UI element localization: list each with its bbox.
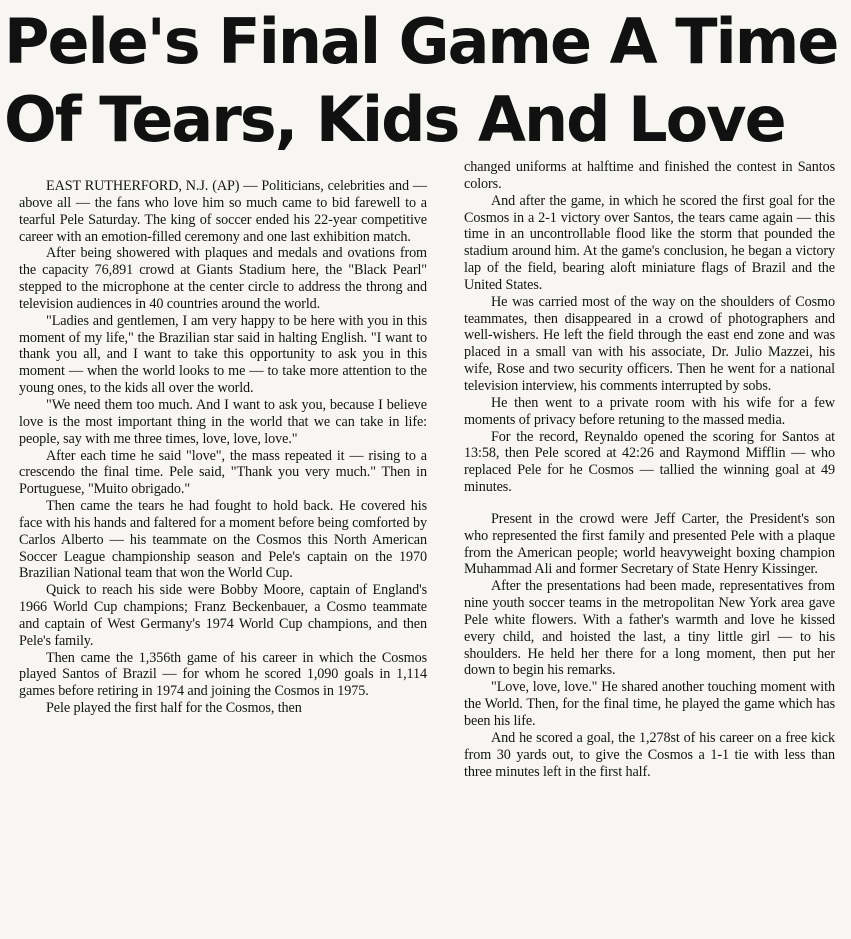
paragraph: And he scored a goal, the 1,278st of his career on a free kick from 30 yards out, to give the Cosmos a 1-1 tie with less than three minutes left in the first half. xyxy=(464,729,835,780)
paragraph-continued: changed uniforms at halftime and finished the contest in Santos colors. xyxy=(464,159,835,192)
paragraph: "We need them too much. And I want to ask you, because I believe love is the most important thing in the world that we can take in life: people, say with me three times, love, love, love." xyxy=(19,396,427,447)
paragraph: Pele played the first half for the Cosmos, then xyxy=(46,700,302,717)
paragraph: Present in the crowd were Jeff Carter, the President's son who represented the first family and presented Pele with a plaque from the American people; world heavyweight boxing champion Muhammad Ali and former Secretary of State Henry Kissinger. xyxy=(464,510,835,578)
paragraph: "Love, love, love." He shared another touching moment with the World. Then, for the final time, he played the game which has been his life. xyxy=(464,679,835,729)
article-column-right xyxy=(464,159,835,780)
paragraph: He then went to a private room with his wife for a few moments of privacy before retuning to the massed media. xyxy=(464,394,835,428)
paragraph: Then came the tears he had fought to hold back. He covered his face with his hands and faltered for a moment before being comforted by Carlos Alberto — his teammate on the Cosmos this North American Soccer League championship season and Pele's captain on the 1970 Brazilian National team that won the World Cup. xyxy=(19,498,427,582)
paragraph: EAST RUTHERFORD, N.J. (AP) — Politicians, celebrities and — above all — the fans who love him so much came to bid farewell to a tearful Pele Saturday. The king of soccer ended his 22-year competitive career with an emotion-filled ceremony and one last exhibition match. xyxy=(19,178,427,245)
paragraph: After the presentations had been made, representatives from nine youth soccer teams in the metropolitan New York area gave Pele white flowers. With a father's warmth and love he kissed every child, and hoisted the last, a tiny little girl — to his shoulders. He held her there for a long moment, then put her down to begin his remarks. xyxy=(464,578,835,679)
paragraph: After each time he said "love", the mass repeated it — rising to a crescendo the final time. Pele said, "Thank you very much." Then in Portuguese, "Muito obrigado." xyxy=(19,447,427,498)
headline xyxy=(4,0,847,162)
paragraph: For the record, Reynaldo opened the scoring for Santos at 13:58, then Pele scored at 42:26 and Raymond Mifflin — who replaced Pele for he Cosmos — tallied the winning goal at 49 minutes. xyxy=(464,428,835,496)
paragraph: Quick to reach his side were Bobby Moore, captain of England's 1966 World Cup champions; Franz Beckenbauer, a Cosmo teammate and captain of West Germany's 1974 World Cup champions, and then Pele's family. xyxy=(19,582,427,649)
paragraph: "Ladies and gentlemen, I am very happy to be here with you in this moment of my life," the Brazilian star said in halting English. "I want to thank you all, and I want to take this opportunity to ask you in this moment — when the world looks to me — to take more attention to the young ones, to the kids all over the world. xyxy=(19,312,427,397)
article-column-left xyxy=(19,178,427,717)
headline-line-2: Of Tears, Kids And Love xyxy=(4,83,785,156)
headline-line-1: Pele's Final Game A Time xyxy=(4,5,838,78)
paragraph: He was carried most of the way on the shoulders of Cosmo teammates, then disappeared in a crowd of photographers and well-wishers. He left the field through the east end zone and was placed in a small van with his associate, Dr. Julio Mazzei, his wife, Rose and two security officers. Then he went for a national television interview, his comments interrupted by sobs. xyxy=(464,293,835,394)
paragraph: Then came the 1,356th game of his career in which the Cosmos played Santos of Brazil — for whom he scored 1,090 goals in 1,114 games before retiring in 1974 and joining the Cosmos in 1975. xyxy=(19,649,427,700)
paragraph: And after the game, in which he scored the first goal for the Cosmos in a 2-1 victory over Santos, the tears came again — this time in an uncontrollable flood like the storm that pounded the stadium around him. At the game's conclusion, he began a victory lap of the field, bearing aloft miniature flags of Brazil and the United States. xyxy=(464,192,835,293)
paragraph: After being showered with plaques and medals and ovations from the capacity 76,891 crowd at Giants Stadium here, the "Black Pearl" stepped to the microphone at the center circle to address the throng and television audiences in 40 countries around the world. xyxy=(19,245,427,312)
